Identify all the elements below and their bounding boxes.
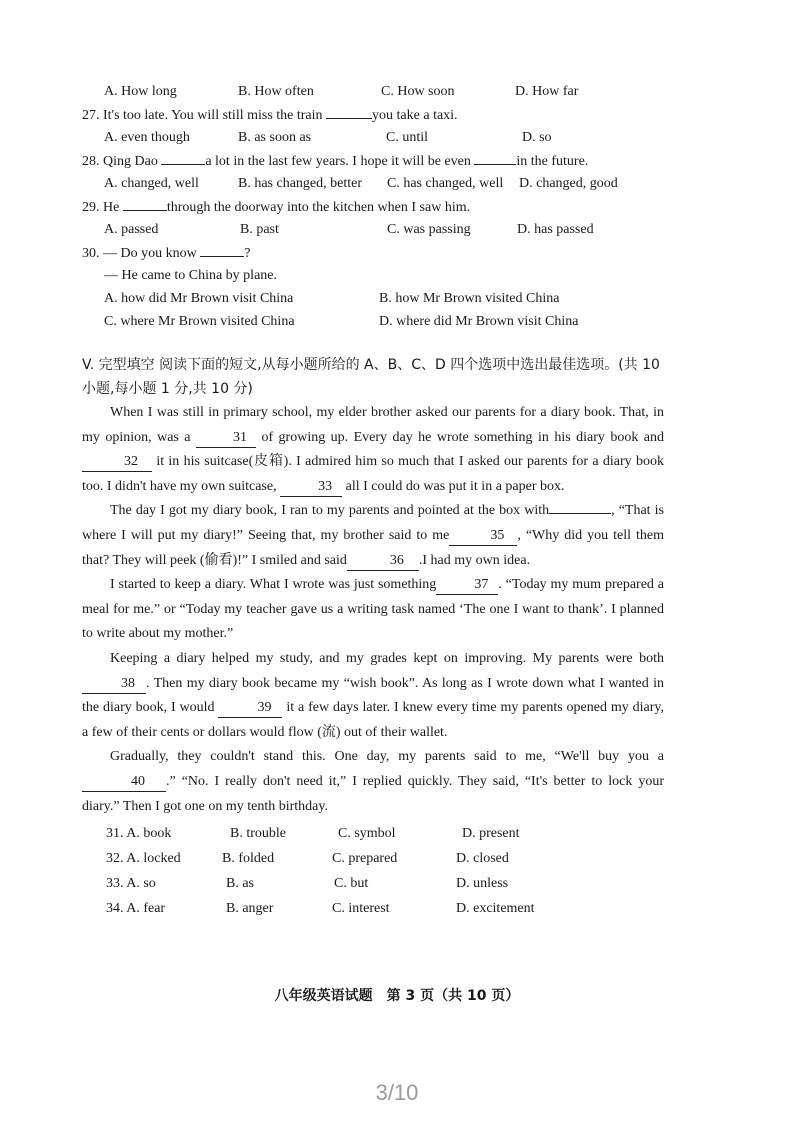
q30-option-b: B. how Mr Brown visited China (379, 291, 560, 306)
choice-row-32: 32. A. locked B. folded C. prepared D. closed (106, 851, 509, 867)
choice-row-34: 34. A. fear B. anger C. interest D. excitement (106, 901, 535, 917)
q30-reply: — He came to China by plane. (104, 268, 278, 283)
passage-paragraph-3: I started to keep a diary. What I wrote was just something 37 . “Today my mum prepared a meal for me.” or “Today my teacher gave us a writing task named ‘The one I want to thank’. I planned to write about my mother.” (82, 577, 664, 642)
page-indicator: 3/10 (375, 1080, 419, 1105)
q29-option-d: D. has passed (517, 222, 594, 237)
blank-32: 32 (82, 453, 152, 472)
q28-option-b: B. has changed, better (238, 176, 363, 191)
q26-option-a: A. How long (104, 84, 177, 99)
q26-option-d: D. How far (515, 84, 579, 99)
q27-option-d: D. so (522, 130, 552, 145)
q29-option-b: B. past (240, 222, 279, 237)
q30-option-c: C. where Mr Brown visited China (104, 314, 295, 329)
blank-33: 33 (280, 478, 342, 497)
q27-option-b: B. as soon as (238, 130, 312, 145)
q26-option-b: B. How often (238, 84, 314, 99)
section-5-heading: V. 完型填空 阅读下面的短文,从每小题所给的 A、B、C、D 四个选项中选出最佳选项。(共 10 小题,每小题 1 分,共 10 分) (82, 357, 660, 397)
passage-paragraph-1: When I was still in primary school, my elder brother asked our parents for a diary book. That, in my opinion, was a 31 of growing up. Every day he wrote something in his diary book and 32 it in his suitcase(皮箱). I admired him so much that I asked our parents for a diary book too. I didn't have my own suitcase, 33 all I could do was put it in a paper box. (82, 401, 664, 499)
q29-stem: 29. He through the doorway into the kitchen when I saw him. (82, 195, 664, 218)
q30-options-row1 (82, 287, 664, 310)
q27-stem: 27. It's too late. You will still miss the train you take a taxi. (82, 103, 664, 126)
blank-31: 31 (196, 429, 256, 448)
q28-option-a: A. changed, well (104, 176, 199, 191)
q29-blank (123, 195, 167, 211)
blank-38: 38 (82, 675, 146, 694)
q29-option-a: A. passed (104, 222, 159, 237)
q27-options (82, 126, 664, 149)
q30-options-row2 (82, 310, 664, 333)
blank-35: 35 (449, 527, 517, 546)
q30-blank (200, 241, 244, 257)
passage-paragraph-5: Gradually, they couldn't stand this. One day, my parents said to me, “We'll buy you a 40 .” “No. I really don't need it,” I replied quickly. They said, “It's better to lock your diary.” Then I got one on my tenth birthday. (82, 749, 664, 814)
cloze-choices (82, 821, 664, 921)
blank-37: 37 (436, 576, 498, 595)
q27-blank (326, 103, 372, 119)
blank-34 (549, 513, 611, 514)
q29-option-c: C. was passing (387, 222, 471, 237)
q26-option-c: C. How soon (381, 84, 455, 99)
blank-36: 36 (347, 552, 419, 571)
q28-blank-2 (474, 149, 516, 165)
choice-row-31: 31. A. book B. trouble C. symbol D. present (106, 826, 520, 842)
q27-option-c: C. until (386, 130, 429, 145)
passage-paragraph-4: Keeping a diary helped my study, and my grades kept on improving. My parents were both 38 . Then my diary book became my “wish book”. As long as I wrote down what I wanted in the diary book, I would 39 it a few days later. I knew every time my parents opened my diary, a few of their cents or dollars would flow (流) out of their wallet. (82, 650, 664, 740)
q28-options (82, 172, 664, 195)
q30-option-a: A. how did Mr Brown visit China (104, 291, 294, 306)
q28-stem: 28. Qing Dao a lot in the last few years. I hope it will be even in the future. (82, 149, 664, 172)
q28-option-c: C. has changed, well (387, 176, 504, 191)
q29-options (82, 218, 664, 241)
q27-option-a: A. even though (104, 130, 190, 145)
cloze-passage (82, 401, 664, 819)
q26-options (82, 80, 664, 103)
q28-option-d: D. changed, good (519, 176, 618, 191)
choice-row-33: 33. A. so B. as C. but D. unless (106, 876, 509, 892)
page-footer: 八年级英语试题 第 3 页（共 10 页） (274, 988, 520, 1004)
q28-blank-1 (161, 149, 205, 165)
passage-paragraph-2: The day I got my diary book, I ran to my parents and pointed at the box with , “That is where I will put my diary!” Seeing that, my brother said to me 35 , “Why did you tell them that? They will peek (偷看)!” I smiled and said 36 .I had my own idea. (82, 499, 664, 573)
q30-option-d: D. where did Mr Brown visit China (379, 314, 579, 329)
blank-39: 39 (218, 699, 282, 718)
blank-40: 40 (82, 773, 166, 792)
q30-stem: 30. — Do you know ? (82, 241, 664, 264)
page-content (82, 80, 664, 921)
